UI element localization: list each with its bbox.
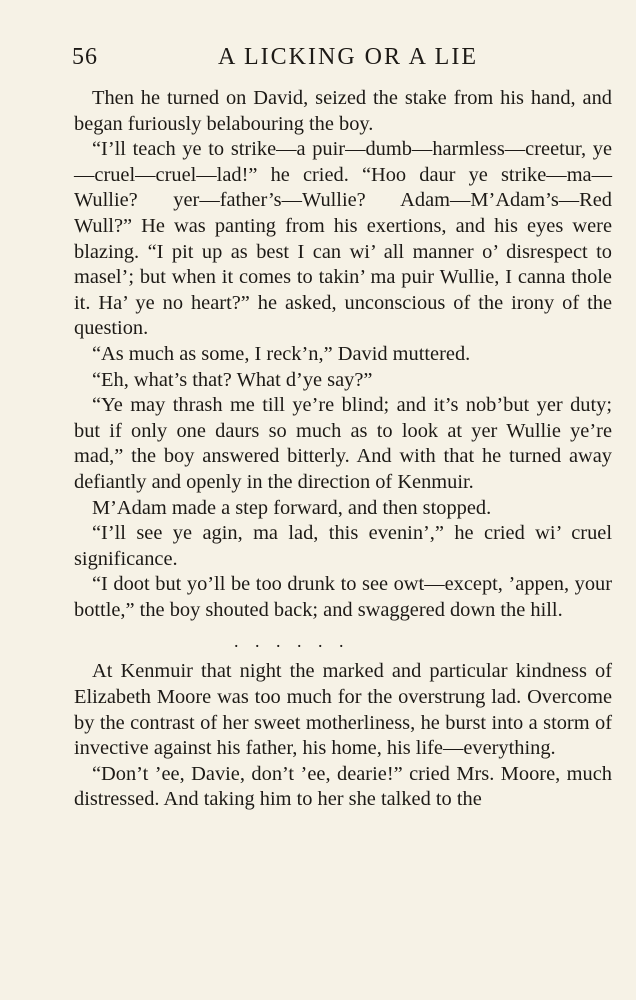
paragraph: “As much as some, I reck’n,” David muttered. xyxy=(92,342,471,365)
section-break-dots: . . . . . . xyxy=(234,631,350,652)
paragraph: “I’ll teach ye to strike—a puir—dumb—harmless—creetur, ye—cruel—cruel—lad!” he cried. “Hoo daur ye strike—ma—Wullie? yer—father’s—Wullie? Adam—M’Adam’s—Red Wull?” He was panting from his exertions, and his eyes were blazing. “I pit up as best I can wi’ all manner o’ disrespect to masel’; but when it comes to takin’ ma puir Wullie, I canna thole it. Ha’ ye no heart?” he asked, unconscious of the irony of the question. xyxy=(74,138,612,340)
paragraph: “I’ll see ye agin, ma lad, this evenin’,” he cried wi’ cruel significance. xyxy=(74,522,612,570)
paragraph: At Kenmuir that night the marked and particular kindness of Elizabeth Moore was too much for the overstrung lad. Overcome by the contrast of her sweet motherliness, he burst into a storm of invective against his father, his home, his life—everything. xyxy=(74,660,612,760)
body-text xyxy=(74,86,612,813)
paragraph: “I doot but yo’ll be too drunk to see owt—except, ’appen, your bottle,” the boy shouted back; and swaggered down the hill. xyxy=(74,573,612,621)
section-break xyxy=(234,629,544,651)
running-title: A LICKING OR A LIE xyxy=(218,44,478,70)
paragraph: Then he turned on David, seized the stake from his hand, and began furiously belabouring the boy. xyxy=(74,87,612,135)
page-header xyxy=(72,44,612,80)
paragraph: “Eh, what’s that? What d’ye say?” xyxy=(92,368,373,391)
page-number: 56 xyxy=(72,44,98,70)
paragraph: M’Adam made a step forward, and then stopped. xyxy=(92,496,492,519)
paragraph: “Ye may thrash me till ye’re blind; and it’s nob’but yer duty; but if only one daurs so much as to look at yer Wullie ye’re mad,” the boy answered bitterly. And with that he turned away defiantly and openly in the direction of Kenmuir. xyxy=(74,394,612,493)
paragraph: “Don’t ’ee, Davie, don’t ’ee, dearie!” cried Mrs. Moore, much distressed. And taking him to her she talked to the xyxy=(74,762,612,811)
